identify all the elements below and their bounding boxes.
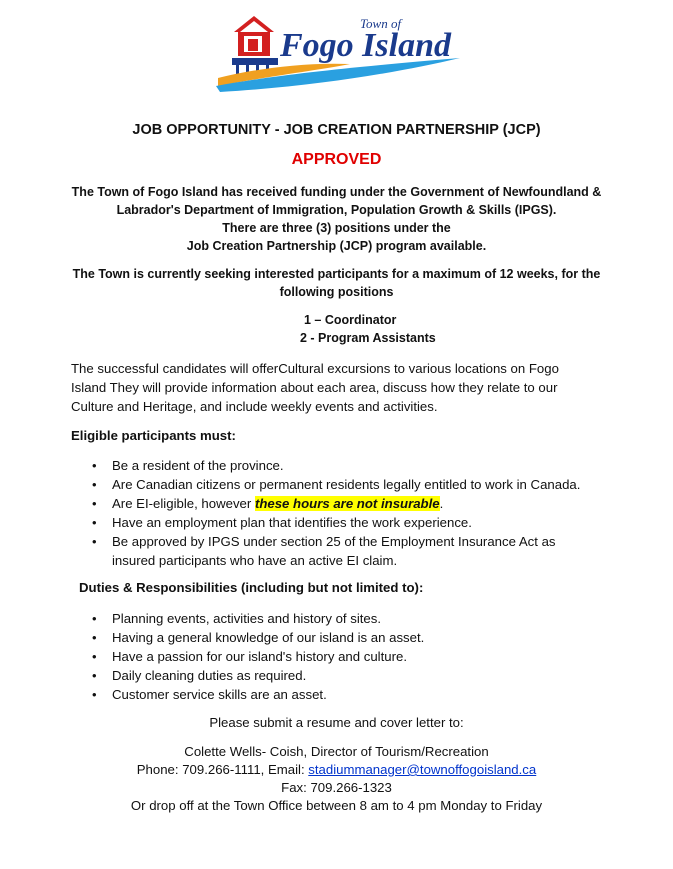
list-item-text: Daily cleaning duties as required. xyxy=(112,668,307,683)
list-item xyxy=(92,475,612,494)
list-item-text: Planning events, activities and history of sites. xyxy=(112,611,382,626)
description-line: Culture and Heritage, and include weekly events and activities. xyxy=(71,399,438,414)
list-item xyxy=(92,532,612,570)
description-line: Island They will provide information about each area, discuss how they relate to our xyxy=(71,380,558,395)
list-item-text-prefix: Are EI-eligible, however xyxy=(112,496,255,511)
bullet-icon: • xyxy=(92,496,97,511)
list-item xyxy=(92,647,612,666)
duties-list xyxy=(92,609,612,704)
bullet-icon: • xyxy=(92,534,97,549)
seeking-line: The Town is currently seeking interested participants for a maximum of 12 weeks, for the xyxy=(72,267,601,281)
list-item-text: Having a general knowledge of our island is an asset. xyxy=(112,630,425,645)
list-item xyxy=(92,494,612,513)
list-item-text: Have a passion for our island's history and culture. xyxy=(112,649,407,664)
position-coordinator: 1 – Coordinator xyxy=(304,313,397,327)
contact-dropoff: Or drop off at the Town Office between 8 am to 4 pm Monday to Friday xyxy=(130,798,543,813)
status-badge: APPROVED xyxy=(291,151,382,168)
bullet-icon: • xyxy=(92,611,97,626)
contact-fax: Fax: 709.266-1323 xyxy=(281,780,392,795)
list-item-text: Customer service skills are an asset. xyxy=(112,687,327,702)
bullet-icon: • xyxy=(92,477,97,492)
bullet-icon: • xyxy=(92,458,97,473)
list-item-text: Be a resident of the province. xyxy=(112,458,284,473)
list-item-text: Have an employment plan that identifies the work experience. xyxy=(112,515,472,530)
intro-line: Job Creation Partnership (JCP) program available. xyxy=(186,239,487,253)
list-item-text: Be approved by IPGS under section 25 of the Employment Insurance Act as xyxy=(112,534,556,549)
fogo-island-logo xyxy=(210,12,470,96)
intro-paragraph xyxy=(50,183,623,255)
logo-fogo-island-text: Fogo Island xyxy=(280,27,451,64)
bullet-icon: • xyxy=(92,630,97,645)
list-item xyxy=(92,609,612,628)
description-paragraph xyxy=(71,359,616,416)
email-link[interactable]: stadiummanager@townoffogoisland.ca xyxy=(308,762,537,777)
contact-block xyxy=(0,743,673,815)
description-line: The successful candidates will offerCultural excursions to various locations on Fogo xyxy=(71,361,559,376)
duties-heading: Duties & Responsibilities (including but not limited to): xyxy=(79,580,424,595)
bullet-icon: • xyxy=(92,649,97,664)
logo-town-of-text: Town of xyxy=(360,16,402,31)
intro-line: Labrador's Department of Immigration, Population Growth & Skills (IPGS). xyxy=(116,203,557,217)
eligible-heading: Eligible participants must: xyxy=(71,428,236,443)
seeking-line: following positions xyxy=(279,285,394,299)
bullet-icon: • xyxy=(92,687,97,702)
list-item xyxy=(92,513,612,532)
list-item xyxy=(92,456,612,475)
list-item xyxy=(92,628,612,647)
highlighted-text: these hours are not insurable xyxy=(254,496,440,511)
bullet-icon: • xyxy=(92,515,97,530)
intro-line: The Town of Fogo Island has received funding under the Government of Newfoundland & xyxy=(71,185,602,199)
seeking-paragraph xyxy=(50,265,623,301)
position-program-assistants: 2 - Program Assistants xyxy=(300,331,436,345)
bullet-icon: • xyxy=(92,668,97,683)
list-item xyxy=(92,685,612,704)
list-item-text: insured participants who have an active EI claim. xyxy=(112,553,398,568)
list-item-text-suffix: . xyxy=(439,496,444,511)
eligible-list xyxy=(92,456,612,570)
list-item-text: Are Canadian citizens or permanent residents legally entitled to work in Canada. xyxy=(112,477,581,492)
submit-instruction: Please submit a resume and cover letter to: xyxy=(209,715,464,730)
contact-name: Colette Wells- Coish, Director of Tourism/Recreation xyxy=(184,744,489,759)
intro-line: There are three (3) positions under the xyxy=(222,221,451,235)
contact-phone-email xyxy=(0,761,673,779)
list-item xyxy=(92,666,612,685)
page-title: JOB OPPORTUNITY - JOB CREATION PARTNERSHIP (JCP) xyxy=(132,122,541,138)
contact-phone: Phone: 709.266-1111, Email: xyxy=(136,762,309,777)
